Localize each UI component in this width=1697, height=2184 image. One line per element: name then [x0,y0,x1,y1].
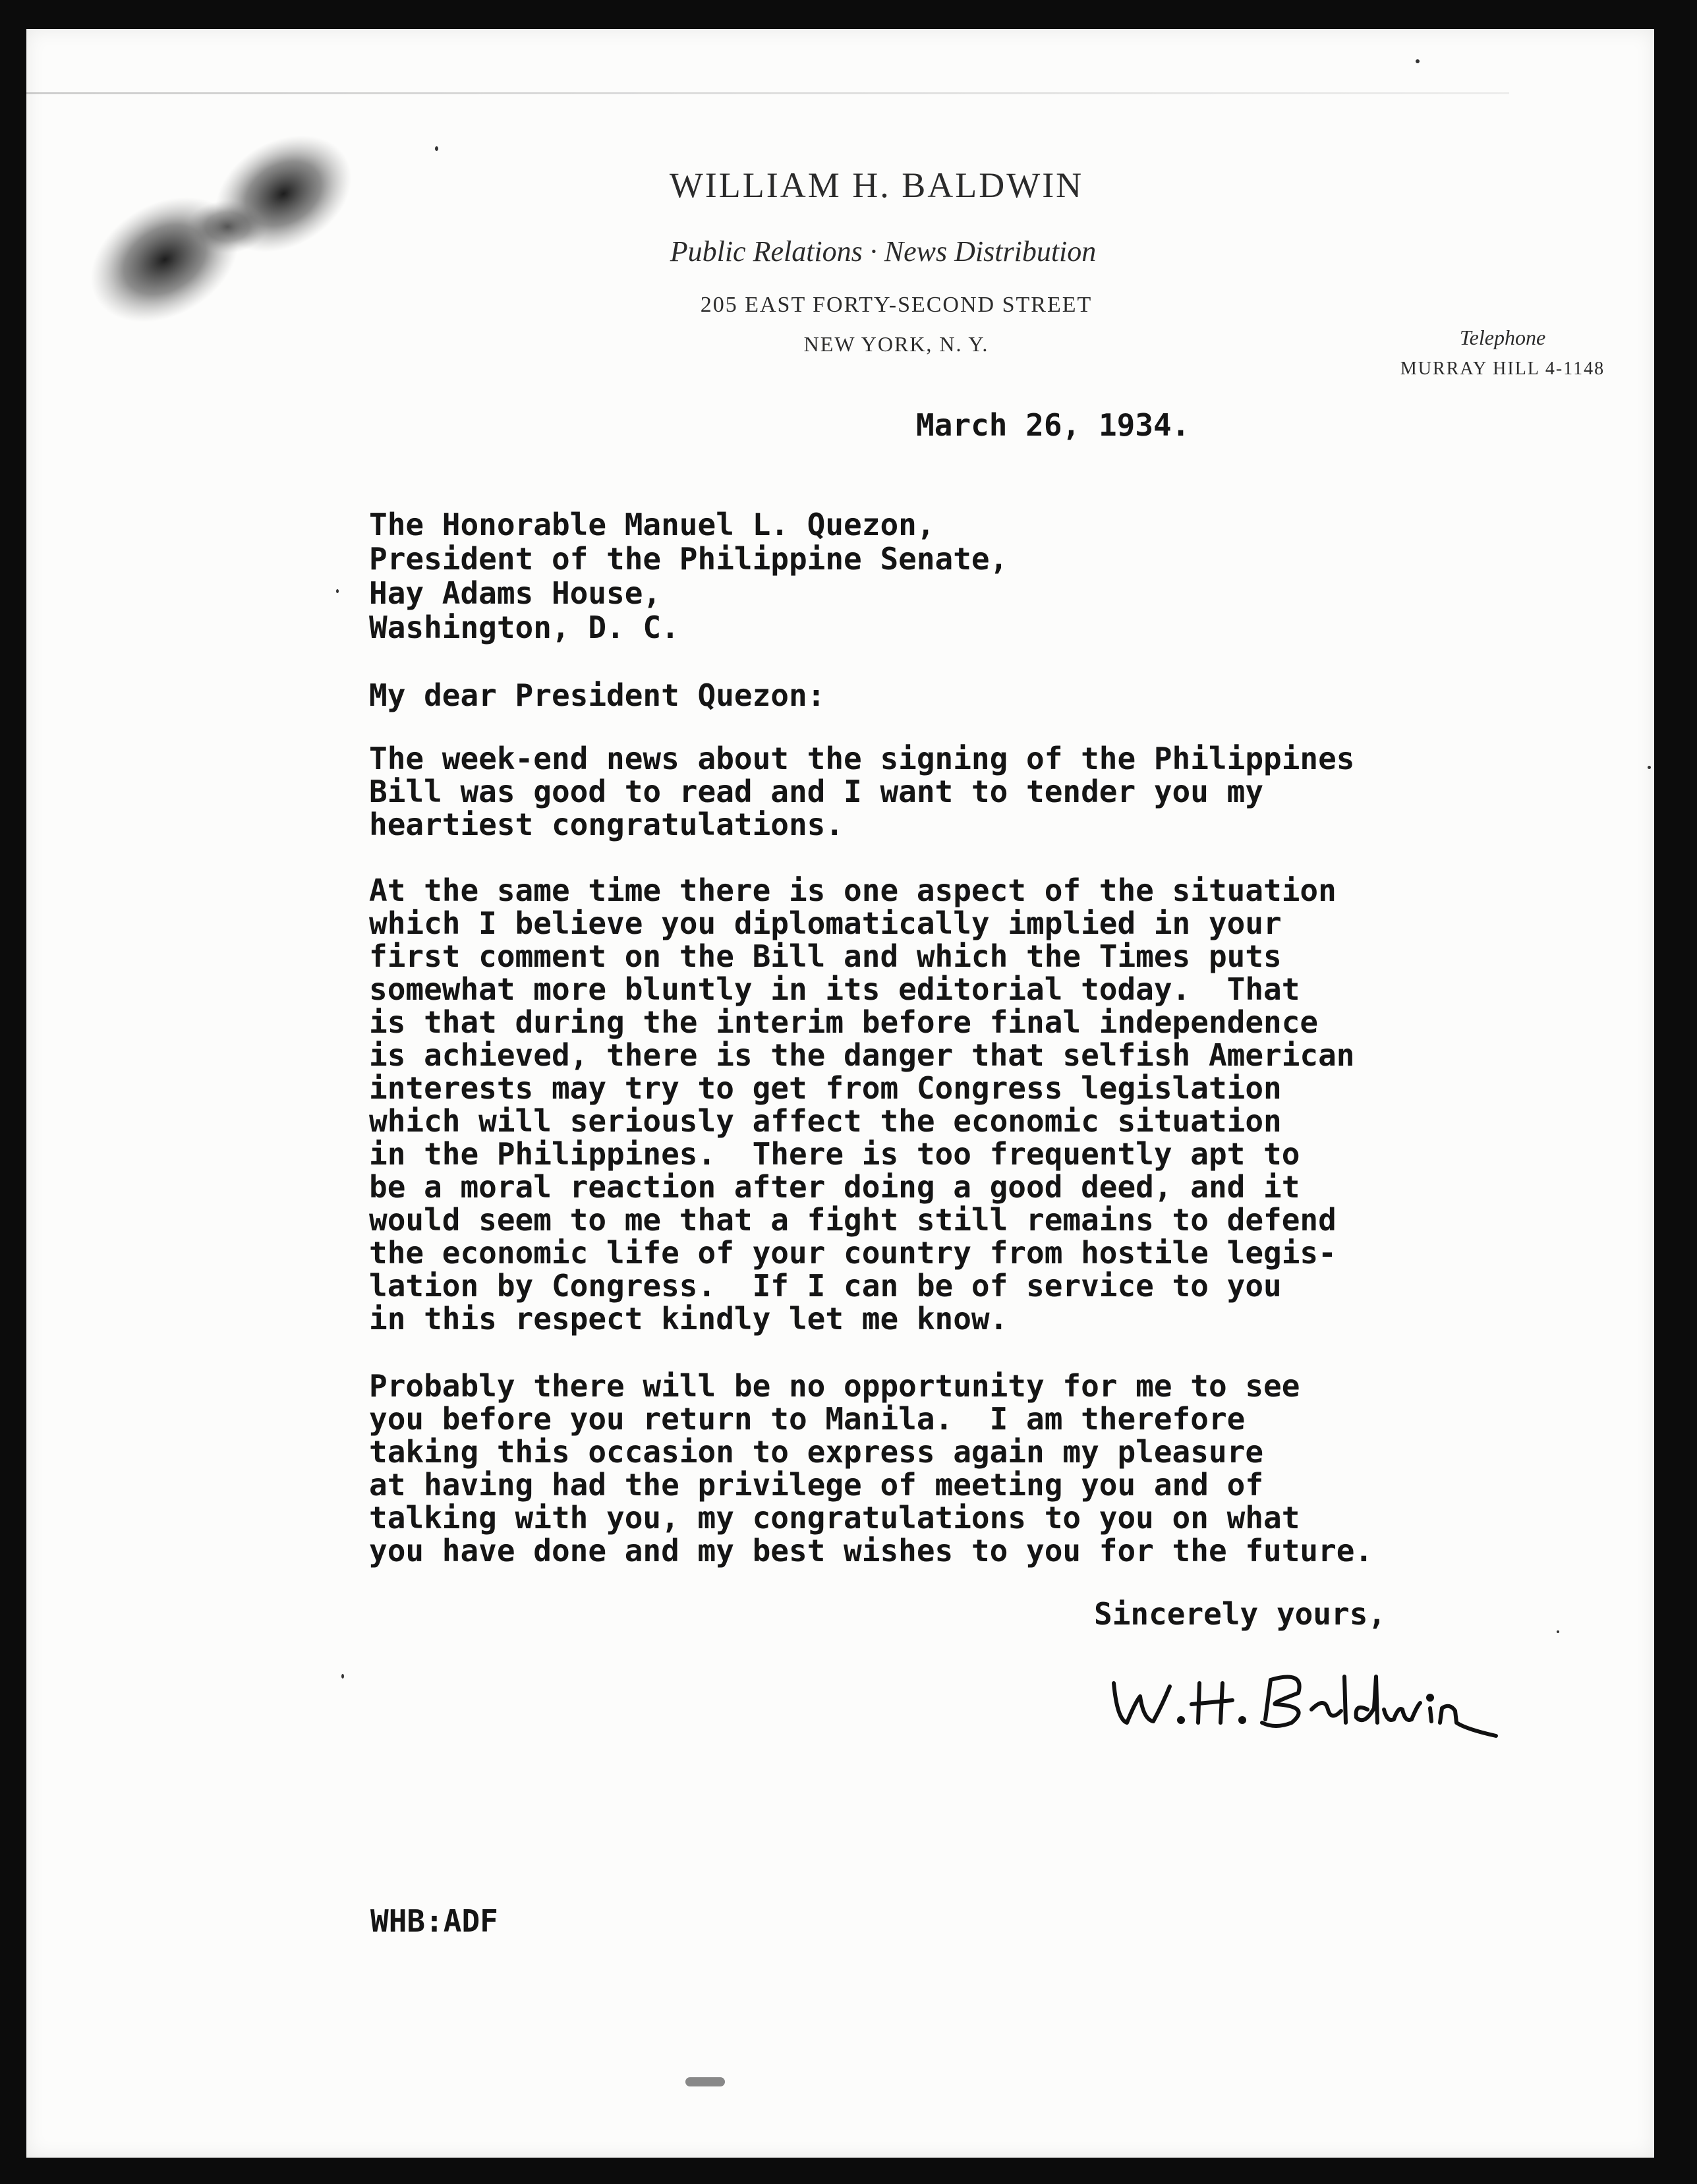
letterhead-city: NEW YORK, N. Y. [803,332,989,356]
paper-speck [1648,766,1651,769]
recipient-line-4: Washington, D. C. [369,610,679,645]
recipient-line-2: President of the Philippine Senate, [369,541,1008,577]
letter-date: March 26, 1934. [916,407,1190,443]
paper-speck [1557,1630,1559,1633]
body-paragraph-3: Probably there will be no opportunity for me to see you before you return to Manila. I am therefore taking this occasion to express again my pleasure at having had the privilege of meeting you and of talking with you, my congratulations to you on what you have done and my best wishes to you for the future. [369,1368,1373,1568]
paper-speck [341,1674,344,1679]
handwritten-signature [1107,1657,1503,1756]
ink-smudge [86,128,362,326]
letterhead-street: 205 EAST FORTY-SECOND STREET [700,293,1093,317]
recipient-address [369,507,1008,645]
letter-page [26,29,1654,2158]
recipient-line-3: Hay Adams House, [369,575,662,611]
salutation: My dear President Quezon: [369,677,826,713]
typist-initials: WHB:ADF [370,1903,498,1939]
paper-speck [435,146,438,151]
telephone-label: Telephone [1459,326,1546,349]
scan-edge-line [26,92,1509,94]
letterhead-services: Public Relations · News Distribution [670,235,1097,268]
letterhead-name: WILLIAM H. BALDWIN [669,165,1084,205]
body-paragraph-2: At the same time there is one aspect of the situation which I believe you diplomatically implied in your first comment on the Bill and which the Times puts somewhat more bluntly in its editorial today. That is that during the interim before final independence is achieved, there is the danger that selfish American interests may try to get from Congress legislation which will seriously affect the economic situation in the Philippines. There is too frequently apt to be a moral reaction after doing a good deed, and it would seem to me that a fight still remains to defend the economic life of your country from hostile legis- lation by Congress. If I can be of service to you in this respect kindly let me know. [369,873,1355,1336]
closing: Sincerely yours, [1094,1596,1387,1632]
body-paragraph-1: The week-end news about the signing of the Philippines Bill was good to read and I want to tender you my heartiest congratulations. [369,741,1355,842]
paper-speck [336,589,339,593]
paper-smudge [685,2077,725,2086]
telephone-number: MURRAY HILL 4-1148 [1400,359,1605,379]
paper-speck [1416,59,1420,63]
recipient-line-1: The Honorable Manuel L. Quezon, [369,507,935,542]
